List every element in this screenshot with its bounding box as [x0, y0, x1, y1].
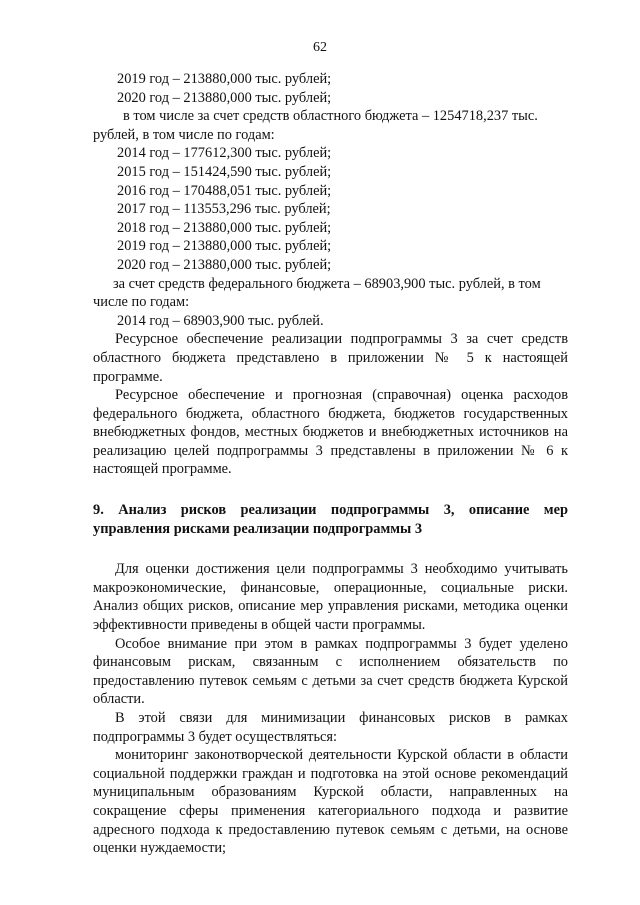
regional-year-2019: 2019 год – 213880,000 тыс. рублей;	[117, 238, 332, 255]
regional-year-2018: 2018 год – 213880,000 тыс. рублей;	[117, 219, 332, 236]
paragraph-attention: Особое внимание при этом в рамках подпрограммы 3 будет уделено финансовым рискам, связанным с исполнением обязательств по предоставлению путевок семьям с детьми за счет средств бюджета Курской области.	[93, 635, 568, 708]
regional-budget-intro: в том числе за счет средств областного бюджета – 1254718,237 тыс.	[123, 108, 538, 125]
regional-year-2015: 2015 год – 151424,590 тыс. рублей;	[117, 163, 332, 180]
regional-year-2017: 2017 год – 113553,296 тыс. рублей;	[117, 201, 331, 218]
section-heading-risks: 9. Анализ рисков реализации подпрограммы 3, описание мер управления рисками реализации подпрограммы 3	[93, 502, 568, 537]
funding-line-2020: 2020 год – 213880,000 тыс. рублей;	[117, 89, 332, 106]
page-number: 62	[313, 40, 327, 55]
paragraph-forecast: Ресурсное обеспечение и прогнозная (справочная) оценка расходов федерального бюджета, областного бюджета, бюджетов государственных внебюджетных фондов, местных бюджетов и внебюджетных источников на реализацию целей подпрограммы 3 представлены в приложении № 6 к настоящей программе.	[93, 387, 568, 478]
regional-year-2016: 2016 год – 170488,051 тыс. рублей;	[117, 182, 332, 199]
regional-year-2014: 2014 год – 177612,300 тыс. рублей;	[117, 145, 332, 162]
paragraph-minimize: В этой связи для минимизации финансовых рисков в рамках подпрограммы 3 будет осуществляться:	[93, 710, 568, 745]
funding-line-2019: 2019 год – 213880,000 тыс. рублей;	[117, 71, 332, 87]
paragraph-resource: Ресурсное обеспечение реализации подпрограммы 3 за счет средств областного бюджета представлено в приложении № 5 к настоящей программе.	[93, 331, 568, 385]
federal-budget-line2: числе по годам:	[93, 294, 190, 311]
regional-budget-intro-cont: рублей, в том числе по годам:	[93, 126, 275, 143]
regional-year-2020: 2020 год – 213880,000 тыс. рублей;	[117, 256, 332, 273]
paragraph-assessment: Для оценки достижения цели подпрограммы 3 необходимо учитывать макроэкономические, финансовые, операционные, социальные риски. Анализ общих рисков, описание мер управления рисками, методика оценки эффективности приведены в общей части программы.	[93, 561, 568, 634]
federal-year-2014: 2014 год – 68903,900 тыс. рублей.	[117, 312, 324, 329]
page-content	[93, 70, 568, 858]
federal-budget-line1: за счет средств федерального бюджета – 68903,900 тыс. рублей, в том	[113, 275, 541, 292]
paragraph-monitoring: мониторинг законотворческой деятельности Курской области в области социальной поддержки граждан и подготовка на этой основе рекомендаций муниципальным образованиям Курской области, направленных на сокращение сферы применения категориального подхода и развитие адресного подхода к предоставлению путевок семьям с детьми, на основе оценки нуждаемости;	[93, 747, 568, 857]
